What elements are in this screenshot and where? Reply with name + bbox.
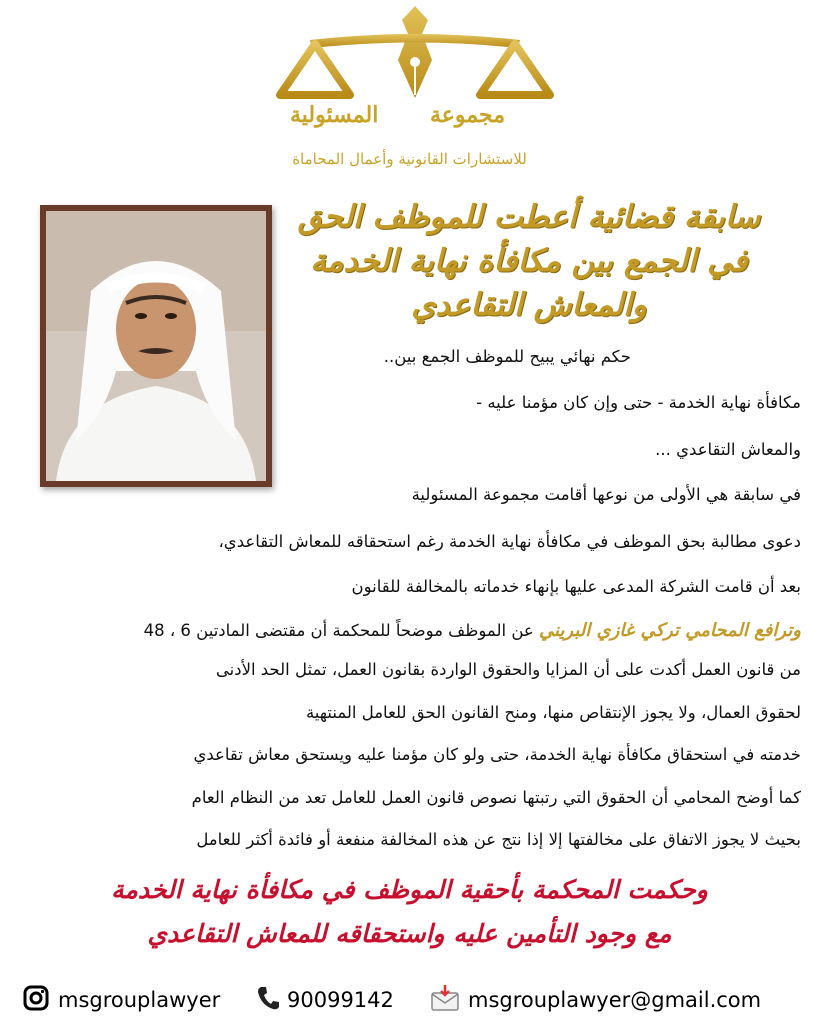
email-address: msgrouplawyer@gmail.com: [468, 988, 762, 1012]
headline-line: في الجمع بين مكافأة نهاية الخدمة: [310, 243, 748, 279]
verdict-line: وحكمت المحكمة بأحقية الموظف في مكافأة نهاية الخدمة: [111, 875, 708, 904]
contact-footer: [0, 980, 819, 1020]
email-contact[interactable]: [430, 984, 761, 1017]
verdict-statement: [40, 868, 779, 956]
email-icon: [430, 984, 460, 1017]
body-line: مكافأة نهاية الخدمة - حتى وإن كان مؤمنا عليه -: [476, 393, 801, 412]
lawyer-statement-line: [144, 620, 801, 641]
instagram-contact[interactable]: [22, 984, 220, 1017]
body-line: لحقوق العمال، ولا يجوز الإنتقاص منها، ومنح القانون الحق للعامل المنتهية: [305, 703, 801, 722]
phone-contact[interactable]: [255, 984, 394, 1017]
body-line: بحيث لا يجوز الاتفاق على مخالفتها إلا إذا نتج عن هذه المخالفة منفعة أو فائدة أكثر للعامل: [196, 830, 801, 849]
headline-line: والمعاش التقاعدي: [411, 287, 647, 323]
body-line: دعوى مطالبة بحق الموظف في مكافأة نهاية الخدمة رغم استحقاقه للمعاش التقاعدي،: [218, 532, 801, 551]
body-line: خدمته في استحقاق مكافأة نهاية الخدمة، حتى ولو كان مؤمنا عليه ويستحق معاش تقاعدي: [193, 745, 801, 764]
body-line: من قانون العمل أكدت على أن المزايا والحقوق الواردة بقانون العمل، تمثل الحد الأدنى: [215, 660, 801, 679]
verdict-line: مع وجود التأمين عليه واستحقاقه للمعاش التقاعدي: [147, 919, 672, 948]
instagram-handle: msgrouplawyer: [58, 988, 221, 1012]
body-line: في سابقة هي الأولى من نوعها أقامت مجموعة المسئولية: [411, 485, 801, 504]
body-line: والمعاش التقاعدي ...: [655, 440, 801, 459]
brand-tagline: للاستشارات القانونية وأعمال المحاماة: [292, 150, 527, 168]
body-line: كما أوضح المحامي أن الحقوق التي رتبتها نصوص قانون العمل للعامل تعد من النظام العام: [191, 788, 801, 807]
lawyer-name: وترافع المحامي تركي غازي البريني: [538, 620, 801, 641]
lawyer-statement-rest: عن الموظف موضحاً للمحكمة أن مقتضى المادتين 6 ، 48: [143, 621, 534, 640]
body-line: بعد أن قامت الشركة المدعى عليها بإنهاء خدماته بالمخالفة للقانون: [351, 577, 801, 596]
phone-number: 90099142: [287, 988, 394, 1012]
instagram-icon: [22, 984, 50, 1017]
phone-icon: [255, 984, 281, 1017]
brand-name-word-2: المسئولية: [290, 102, 379, 128]
headline-line: سابقة قضائية أعطت للموظف الحق: [297, 199, 761, 235]
brand-name-word-1: مجموعة: [430, 102, 505, 128]
body-line: حكم نهائي يبيح للموظف الجمع بين..: [383, 347, 631, 366]
